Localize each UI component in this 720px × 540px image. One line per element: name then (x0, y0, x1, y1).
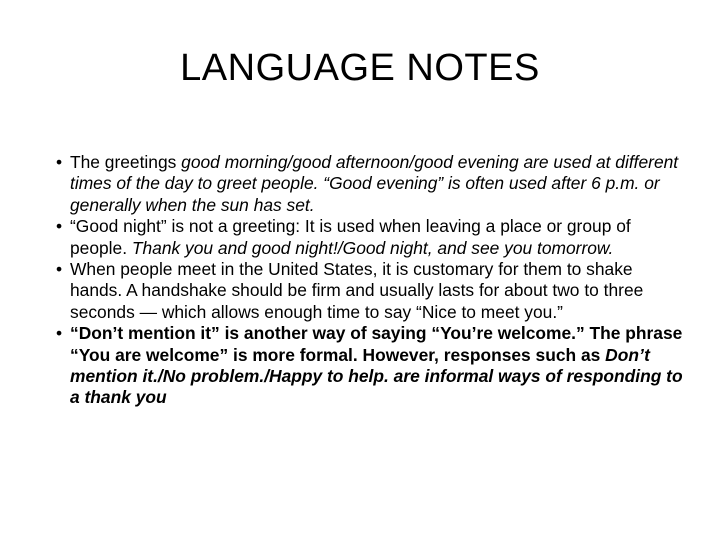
note-text-bold: “Don’t mention it” is another way of saying “You’re welcome.” The phrase “You are welcome” is more formal. However, responses such as (70, 323, 683, 365)
note-item (44, 216, 684, 259)
note-text: “Good night” is not a greeting: It is used when leaving a place or group of people. (70, 216, 631, 258)
note-text-bold-italic: Don’t mention it./No problem./Happy to help. are informal ways of responding to a thank you (70, 344, 683, 408)
note-text-italic: good morning/good afternoon/good evening are used at different times of the day to greet people. “Good evening” is often used after 6 p.m. or generally when the sun has set. (70, 152, 679, 215)
note-text: When people meet in the United States, it is customary for them to shake hands. A handshake should be firm and usually lasts for about two to three seconds — which allows enough time to say “Nice to meet you.” (70, 259, 644, 322)
note-text-italic: Thank you and good night!/Good night, and see you tomorrow. (131, 237, 614, 258)
note-item (44, 323, 684, 409)
note-text: The greetings (70, 152, 182, 172)
bullet: • (56, 323, 63, 344)
bullet: • (56, 152, 63, 172)
language-notes-list (44, 152, 684, 409)
slide-title: LANGUAGE NOTES (180, 47, 540, 89)
bullet: • (56, 216, 63, 237)
note-item (44, 259, 684, 323)
bullet: • (56, 259, 63, 280)
note-item (44, 152, 684, 216)
